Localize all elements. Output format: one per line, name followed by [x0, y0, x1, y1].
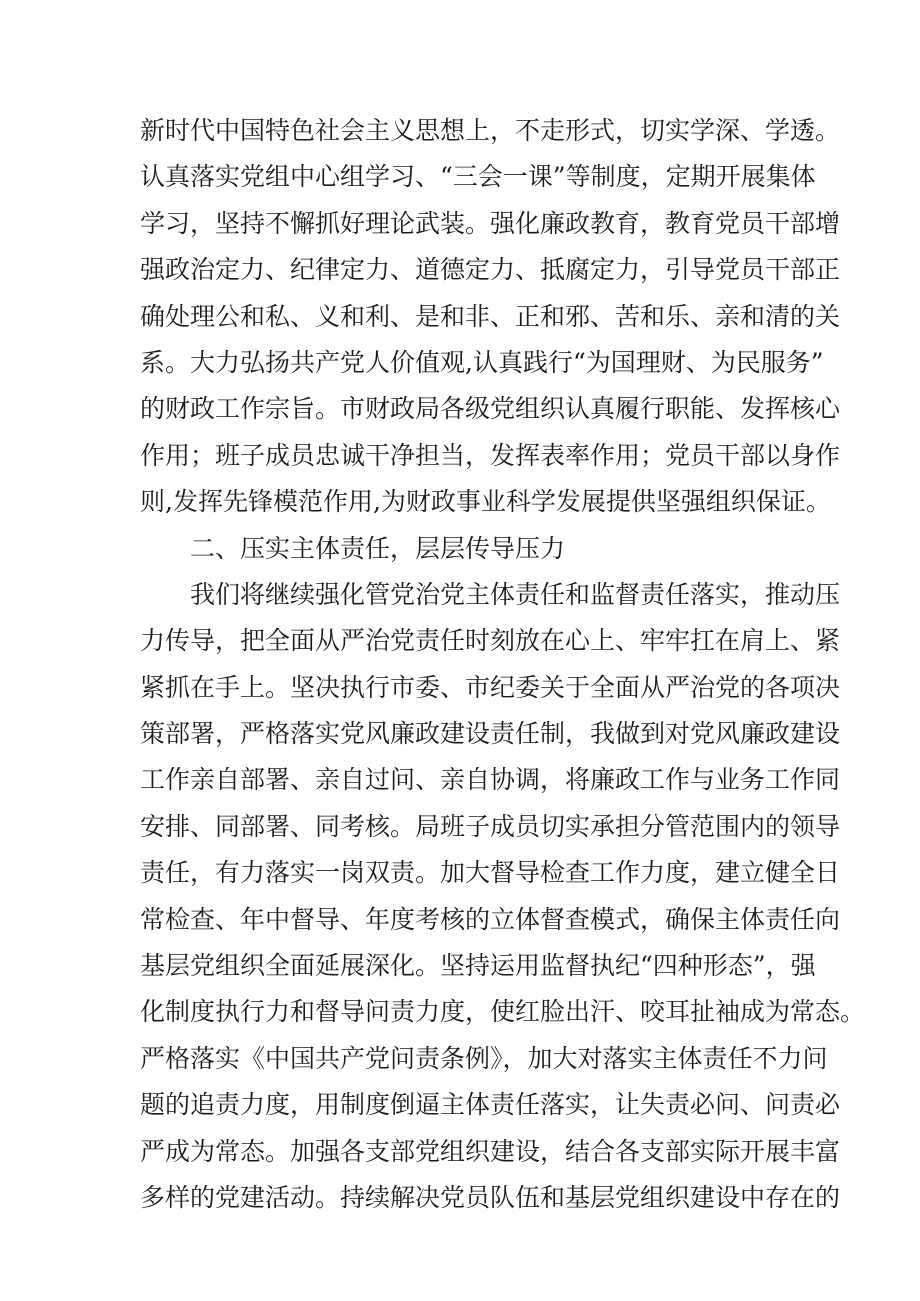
text-line: 则,发挥先锋模范作用,为财政事业科学发展提供坚强组织保证。 [140, 487, 831, 517]
text-line: 化制度执行力和督导问责力度，使红脸出汗、咬耳扯袖成为常态。 [140, 997, 866, 1027]
text-line: 紧抓在手上。坚决执行市委、市纪委关于全面从严治党的各项决 [140, 672, 841, 702]
text-line: 严成为常态。加强各支部党组织建设，结合各支部实际开展丰富 [140, 1136, 841, 1166]
text-line: 认真落实党组中心组学习、“三会一课”等制度，定期开展集体 [140, 162, 816, 192]
text-line: 策部署，严格落实党风廉政建设责任制，我做到对党风廉政建设 [140, 719, 841, 749]
body-text [140, 108, 866, 1221]
text-line: 安排、同部署、同考核。局班子成员切实承担分管范围内的领导 [140, 811, 841, 841]
text-line: 基层党组织全面延展深化。坚持运用监督执纪“四种形态”，强 [140, 951, 816, 981]
text-line: 责任，有力落实一岗双责。加大督导检查工作力度，建立健全日 [140, 858, 841, 888]
text-line: 确处理公和私、义和利、是和非、正和邪、苦和乐、亲和清的关 [140, 301, 841, 331]
text-line: 强政治定力、纪律定力、道德定力、抵腐定力，引导党员干部正 [140, 255, 841, 285]
text-line: 系。大力弘扬共产党人价值观,认真践行“为国理财、为民服务” [140, 347, 824, 377]
text-line: 常检查、年中督导、年度考核的立体督查模式，确保主体责任向 [140, 904, 841, 934]
text-line: 新时代中国特色社会主义思想上，不走形式，切实学深、学透。 [140, 116, 841, 145]
text-line: 作用；班子成员忠诚干净担当，发挥表率作用；党员干部以身作 [140, 440, 841, 470]
text-line: 力传导，把全面从严治党责任时刻放在心上、牢牢扛在肩上、紧 [140, 626, 841, 656]
text-line: 工作亲自部署、亲自过问、亲自协调，将廉政工作与业务工作同 [140, 765, 841, 795]
text-line: 我们将继续强化管党治党主体责任和监督责任落实，推动压 [190, 579, 841, 609]
text-line: 题的追责力度，用制度倒逼主体责任落实，让失责必问、问责必 [140, 1090, 841, 1120]
text-line: 的财政工作宗旨。市财政局各级党组织认真履行职能、发挥核心 [140, 394, 841, 424]
text-line: 学习，坚持不懈抓好理论武装。强化廉政教育，教育党员干部增 [140, 208, 841, 238]
text-line: 多样的党建活动。持续解决党员队伍和基层党组织建设中存在的 [140, 1182, 841, 1212]
section-heading: 二、压实主体责任，层层传导压力 [190, 533, 566, 563]
text-line: 严格落实《中国共产党问责条例》，加大对落实主体责任不力问 [140, 1043, 828, 1073]
